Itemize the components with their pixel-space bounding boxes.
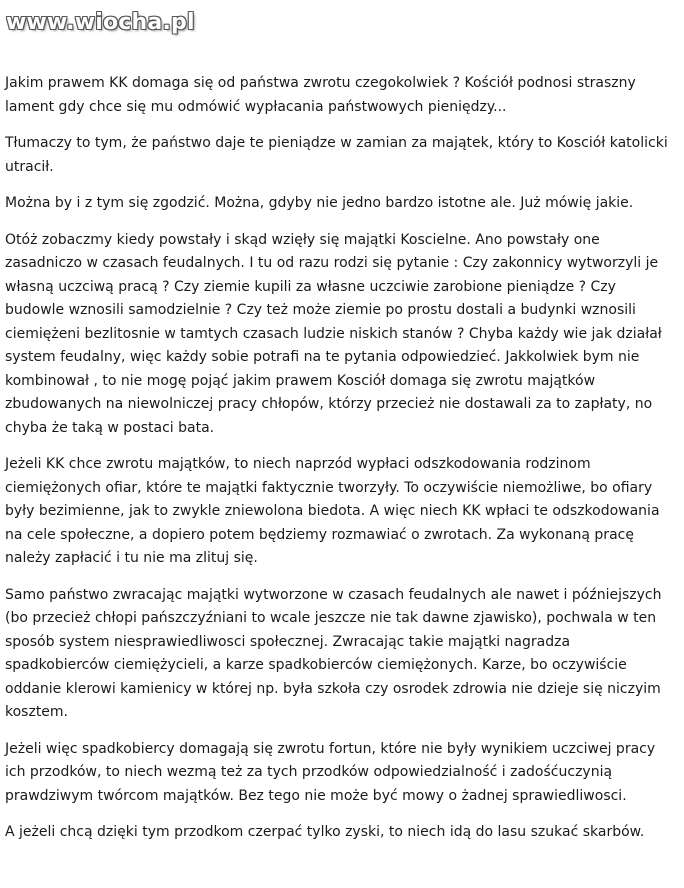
paragraph-3: Można by i z tym się zgodzić. Można, gdyby nie jedno bardzo istotne ale. Już mówię jakie. xyxy=(5,195,634,211)
paragraph-2: Tłumaczy to tym, że państwo daje te pieniądze w zamian za majątek, który to Kosciół katolicki utracił. xyxy=(5,135,668,175)
paragraph-4: Otóż zobaczmy kiedy powstały i skąd wzięły się majątki Koscielne. Ano powstały one zasadniczo w czasach feudalnych. I tu od razu rodzi się pytanie : Czy zakonnicy wytworzyli je własną uczciwą pracą ? Czy ziemie kupili za własne uczciwie zarobione pieniądze ? Czy budowle wznosili samodzielnie ? Czy też może ziemie po prostu dostali a budynki wznosili ciemiężeni bezlitosnie w tamtych czasach ludzie niskich stanów ? Chyba każdy wie jak działał system feudalny, więc każdy sobie potrafi na te pytania odpowiedzieć. Jakkolwiek bym nie kombinował , to nie mogę pojąć jakim prawem Kosciół domaga się zwrotu majątków zbudowanych na niewolniczej pracy chłopów, którzy przecież nie dostawali za to zapłaty, no chyba że taką w postaci bata. xyxy=(5,231,662,436)
paragraph-8: A jeżeli chcą dzięki tym przodkom czerpać tylko zyski, to niech idą do lasu szukać skarbów. xyxy=(5,824,645,840)
paragraph-5: Jeżeli KK chce zwrotu majątków, to niech naprzód wypłaci odszkodowania rodzinom ciemiężonych ofiar, które te majątki faktycznie tworzyły. To oczywiście niemożliwe, bo ofiary były bezimienne, jak to zwykle zniewolona biedota. A więc niech KK wpłaci te odszkodowania na cele społeczne, a dopiero potem będziemy rozmawiać o zwrotach. Za wykonaną pracę należy zapłacić i tu nie ma zlituj się. xyxy=(5,456,660,566)
article-body xyxy=(5,72,677,858)
paragraph-6: Samo państwo zwracając majątki wytworzone w czasach feudalnych ale nawet i późniejszych (bo przecież chłopi pańszczyźniani to wcale jeszcze nie tak dawne zjawisko), pochwala w ten sposób system niesprawiedliwosci społecznej. Zwracając takie majątki nagradza spadkobierców ciemiężycieli, a karze spadkobierców ciemiężonych. Karze, bo oczywiście oddanie klerowi kamienicy w której np. była szkoła czy osrodek zdrowia nie dzieje się niczyim kosztem. xyxy=(5,586,662,720)
paragraph-7: Jeżeli więc spadkobiercy domagają się zwrotu fortun, które nie były wynikiem uczciwej pracy ich przodków, to niech wezmą też za tych przodków odpowiedzialność i zadośćuczynią prawdziwym twórcom majątków. Bez tego nie może być mowy o żadnej sprawiedliwosci. xyxy=(5,740,656,804)
site-watermark: www.wiocha.pl xyxy=(6,10,195,35)
paragraph-1: Jakim prawem KK domaga się od państwa zwrotu czegokolwiek ? Kościół podnosi straszny lament gdy chce się mu odmówić wypłacania państwowych pieniędzy... xyxy=(5,75,636,115)
